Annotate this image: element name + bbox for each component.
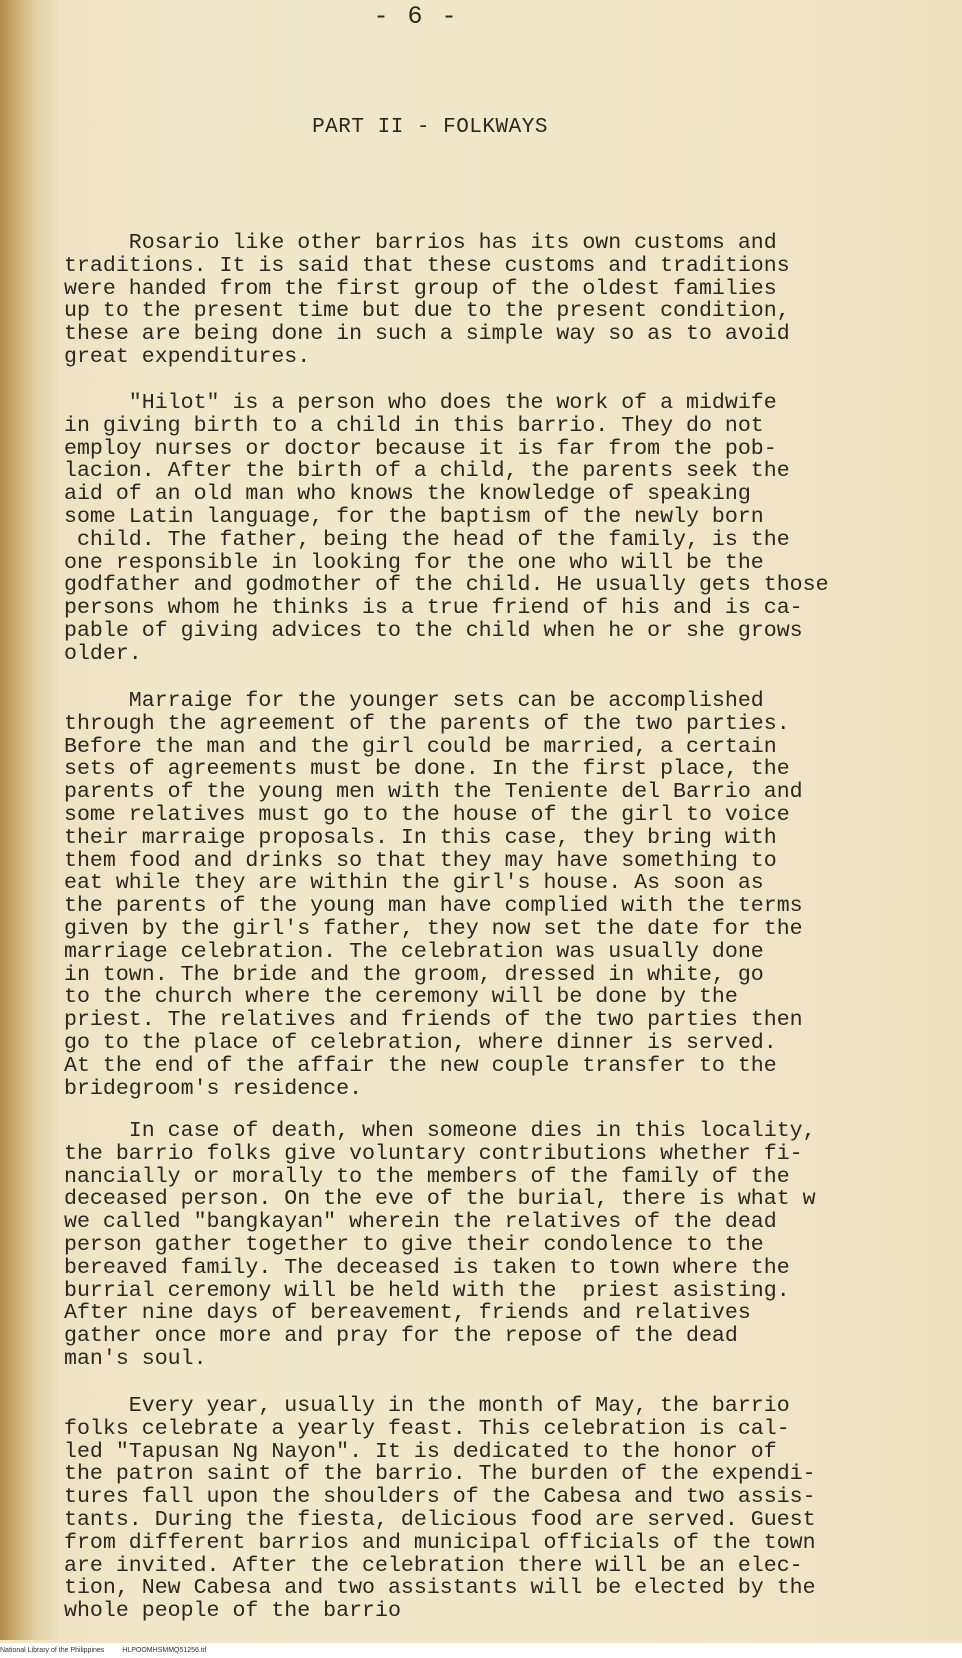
text-line: godfather and godmother of the child. He usually gets those [64, 573, 829, 598]
text-line: them food and drinks so that they may have something to [64, 848, 777, 873]
text-line: the patron saint of the barrio. The burden of the expendi- [64, 1462, 816, 1487]
text-line: deceased person. On the eve of the burial, there is what w [64, 1187, 816, 1212]
text-line: in town. The bride and the groom, dressed in white, go [64, 962, 764, 987]
text-line: aid of an old man who knows the knowledge of speaking [64, 482, 751, 507]
paragraph-death [64, 1120, 816, 1371]
text-line: up to the present time but due to the present condition, [64, 299, 790, 324]
text-line: child. The father, being the head of the family, is the [64, 527, 790, 552]
text-line: tants. During the fiesta, delicious food are served. Guest [64, 1507, 816, 1532]
text-line: through the agreement of the parents of the two parties. [64, 711, 790, 736]
text-line: tion, New Cabesa and two assistants will be elected by the [64, 1576, 816, 1601]
text-line: gather once more and pray for the repose of the dead [64, 1324, 738, 1349]
text-line: sets of agreements must be done. In the first place, the [64, 757, 790, 782]
text-line: In case of death, when someone dies in this locality, [64, 1119, 816, 1143]
text-line: great expenditures. [64, 344, 311, 369]
page-number: - 6 - [373, 2, 459, 31]
footer-library: National Library of the Philippines [0, 1647, 105, 1654]
text-line: in giving birth to a child in this barrio. They do not [64, 413, 764, 438]
text-line: folks celebrate a yearly feast. This celebration is cal- [64, 1416, 790, 1441]
text-line: from different barrios and municipal officials of the town [64, 1530, 816, 1555]
paragraph-customs [64, 232, 790, 369]
text-line: their marraige proposals. In this case, they bring with [64, 825, 777, 850]
text-line: pable of giving advices to the child when he or she grows [64, 618, 803, 643]
text-line: one responsible in looking for the one who will be the [64, 550, 764, 575]
text-line: to the church where the ceremony will be done by the [64, 985, 738, 1010]
text-line: person gather together to give their condolence to the [64, 1232, 764, 1257]
text-line: the barrio folks give voluntary contributions whether fi- [64, 1141, 803, 1166]
text-line: Rosario like other barrios has its own customs and [64, 231, 777, 255]
paragraph-hilot [64, 392, 829, 666]
text-line: given by the girl's father, they now set the date for the [64, 916, 803, 941]
text-line: bridegroom's residence. [64, 1076, 363, 1101]
text-line: burrial ceremony will be held with the priest asisting. [64, 1278, 790, 1303]
text-line: older. [64, 641, 142, 666]
paragraph-fiesta [64, 1395, 816, 1623]
text-line: At the end of the affair the new couple transfer to the [64, 1053, 777, 1078]
text-line: led "Tapusan Ng Nayon". It is dedicated to the honor of [64, 1439, 777, 1464]
text-line: Marraige for the younger sets can be accomplished [64, 689, 764, 713]
text-line: these are being done in such a simple way so as to avoid [64, 322, 790, 347]
text-line: After nine days of bereavement, friends and relatives [64, 1301, 751, 1326]
text-line: the parents of the young man have complied with the terms [64, 894, 803, 919]
scan-footer [0, 1643, 962, 1658]
text-line: go to the place of celebration, where dinner is served. [64, 1030, 777, 1055]
paragraph-marriage [64, 690, 803, 1100]
text-line: were handed from the first group of the oldest families [64, 276, 777, 301]
text-line: nancially or morally to the members of the family of the [64, 1164, 790, 1189]
text-line: persons whom he thinks is a true friend of his and is ca- [64, 596, 803, 621]
text-line: Every year, usually in the month of May, the barrio [64, 1394, 790, 1418]
text-line: Before the man and the girl could be married, a certain [64, 734, 777, 759]
text-line: "Hilot" is a person who does the work of a midwife [64, 391, 777, 415]
text-line: employ nurses or doctor because it is far from the pob- [64, 436, 777, 461]
text-line: some Latin language, for the baptism of the newly born [64, 504, 764, 529]
section-heading: PART II - FOLKWAYS [312, 116, 548, 139]
text-line: eat while they are within the girl's house. As soon as [64, 871, 764, 896]
text-line: parents of the young men with the Teniente del Barrio and [64, 780, 803, 805]
text-line: marriage celebration. The celebration was usually done [64, 939, 764, 964]
footer-file-id: HLPOOMHSMMQ51256.tif [122, 1647, 207, 1654]
text-line: are invited. After the celebration there will be an elec- [64, 1553, 803, 1578]
text-line: whole people of the barrio [64, 1599, 401, 1624]
text-line: some relatives must go to the house of the girl to voice [64, 802, 790, 827]
text-line: bereaved family. The deceased is taken to town where the [64, 1255, 790, 1280]
text-line: tures fall upon the shoulders of the Cabesa and two assis- [64, 1485, 816, 1510]
text-line: lacion. After the birth of a child, the parents seek the [64, 459, 790, 484]
text-line: we called "bangkayan" wherein the relatives of the dead [64, 1210, 777, 1235]
text-line: man's soul. [64, 1346, 207, 1371]
text-line: traditions. It is said that these customs and traditions [64, 253, 790, 278]
text-line: priest. The relatives and friends of the two parties then [64, 1008, 803, 1033]
